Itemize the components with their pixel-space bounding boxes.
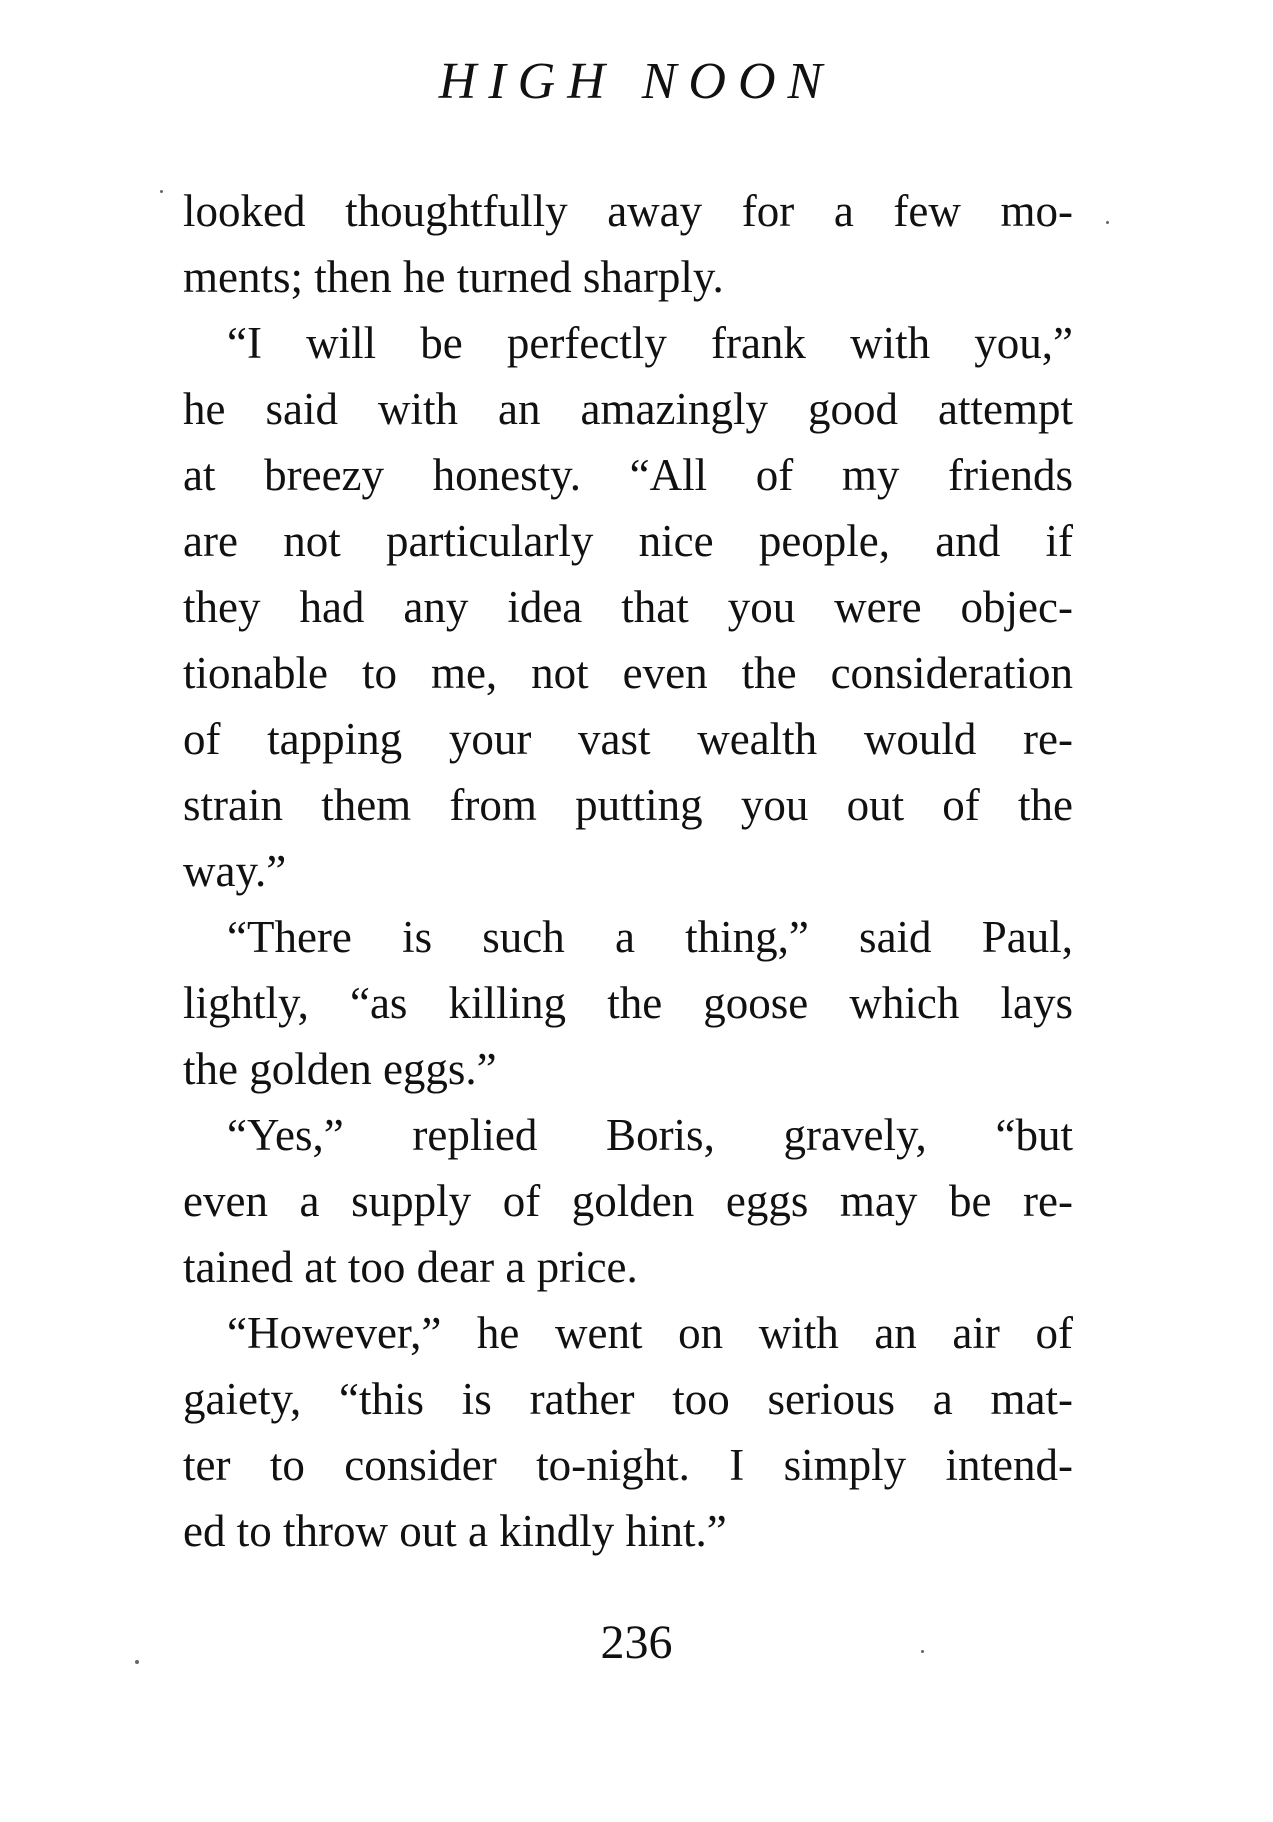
text-line: even a supply of golden eggs may be re- [183, 1176, 1073, 1226]
print-speck [160, 190, 163, 193]
text-line: ments; then he turned sharply. [183, 252, 724, 302]
text-line: lightly, “as killing the goose which lays [183, 978, 1073, 1028]
text-line: at breezy honesty. “All of my friends [183, 450, 1073, 500]
text-line: “I will be perfectly frank with you,” [227, 318, 1073, 368]
page-number: 236 [600, 1616, 673, 1669]
text-line: of tapping your vast wealth would re- [183, 714, 1073, 764]
text-line: strain them from putting you out of the [183, 780, 1073, 830]
text-line: “There is such a thing,” said Paul, [227, 912, 1073, 962]
text-line: tionable to me, not even the consideration [183, 648, 1073, 698]
text-line: are not particularly nice people, and if [183, 516, 1073, 566]
text-line: tained at too dear a price. [183, 1242, 638, 1292]
print-speck [921, 1650, 924, 1653]
running-head: HIGH NOON [438, 53, 835, 110]
body-text [183, 178, 1073, 1564]
print-speck [1106, 221, 1109, 224]
print-speck [135, 1660, 139, 1664]
text-line: gaiety, “this is rather too serious a mat- [183, 1374, 1073, 1424]
text-line: the golden eggs.” [183, 1044, 497, 1094]
text-line: “Yes,” replied Boris, gravely, “but [227, 1110, 1073, 1160]
text-line: way.” [183, 846, 287, 896]
text-line: looked thoughtfully away for a few mo- [183, 186, 1073, 236]
text-line: he said with an amazingly good attempt [183, 384, 1073, 434]
text-line: “However,” he went on with an air of [227, 1308, 1073, 1358]
text-line: ter to consider to-night. I simply intend- [183, 1440, 1073, 1490]
text-line: they had any idea that you were objec- [183, 582, 1073, 632]
text-line: ed to throw out a kindly hint.” [183, 1506, 727, 1556]
